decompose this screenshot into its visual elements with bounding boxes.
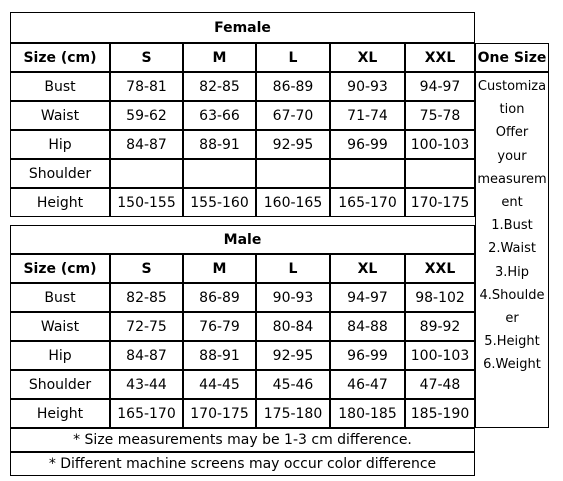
male-cell: 45-46 <box>256 370 330 399</box>
female-cell: 86-89 <box>256 72 330 101</box>
male-cell: 100-103 <box>405 341 475 370</box>
female-header-4: XL <box>330 43 405 72</box>
male-cell: 86-89 <box>183 283 256 312</box>
female-cell: 165-170 <box>330 188 405 217</box>
female-cell: 84-87 <box>110 130 183 159</box>
one-size-header: One Size <box>475 43 549 72</box>
male-cell: 43-44 <box>110 370 183 399</box>
female-cell: 96-99 <box>330 130 405 159</box>
one-size-line: Offer <box>495 125 529 141</box>
note-0: * Size measurements may be 1-3 cm difference. <box>10 428 475 452</box>
female-cell <box>110 159 183 188</box>
male-cell: 92-95 <box>256 341 330 370</box>
male-cell: 98-102 <box>405 283 475 312</box>
female-cell: 94-97 <box>405 72 475 101</box>
female-cell: 90-93 <box>330 72 405 101</box>
female-title: Female <box>10 12 475 43</box>
female-row-label: Height <box>10 188 110 217</box>
female-row-label: Bust <box>10 72 110 101</box>
female-header-5: XXL <box>405 43 475 72</box>
male-cell: 88-91 <box>183 341 256 370</box>
male-header-2: M <box>183 254 256 283</box>
one-size-line: 5.Height <box>484 334 540 350</box>
one-size-line: 6.Weight <box>483 357 541 373</box>
male-cell: 82-85 <box>110 283 183 312</box>
male-cell: 72-75 <box>110 312 183 341</box>
male-cell: 89-92 <box>405 312 475 341</box>
female-header-0: Size (cm) <box>10 43 110 72</box>
female-cell: 82-85 <box>183 72 256 101</box>
female-cell: 75-78 <box>405 101 475 130</box>
female-cell: 88-91 <box>183 130 256 159</box>
male-row-label: Bust <box>10 283 110 312</box>
female-cell <box>405 159 475 188</box>
male-cell: 185-190 <box>405 399 475 428</box>
male-cell: 44-45 <box>183 370 256 399</box>
male-cell: 84-87 <box>110 341 183 370</box>
female-cell <box>330 159 405 188</box>
male-row-label: Waist <box>10 312 110 341</box>
one-size-line: 3.Hip <box>494 264 530 280</box>
male-cell: 94-97 <box>330 283 405 312</box>
male-cell: 47-48 <box>405 370 475 399</box>
male-row-label: Shoulder <box>10 370 110 399</box>
male-cell: 96-99 <box>330 341 405 370</box>
female-row-label: Shoulder <box>10 159 110 188</box>
one-size-line: 2.Waist <box>488 241 536 257</box>
female-cell: 59-62 <box>110 101 183 130</box>
male-header-3: L <box>256 254 330 283</box>
female-header-1: S <box>110 43 183 72</box>
female-cell: 78-81 <box>110 72 183 101</box>
one-size-line: ent <box>501 195 523 210</box>
female-cell: 67-70 <box>256 101 330 130</box>
male-row-label: Height <box>10 399 110 428</box>
female-cell: 170-175 <box>405 188 475 217</box>
male-header-0: Size (cm) <box>10 254 110 283</box>
one-size-line: 4.Shoulde <box>479 287 545 303</box>
one-size-line: measurem <box>477 171 547 187</box>
one-size-line: tion <box>499 102 525 118</box>
female-cell: 150-155 <box>110 188 183 217</box>
male-title: Male <box>10 225 475 254</box>
male-header-4: XL <box>330 254 405 283</box>
male-cell: 76-79 <box>183 312 256 341</box>
male-row-label: Hip <box>10 341 110 370</box>
female-cell: 160-165 <box>256 188 330 217</box>
female-header-2: M <box>183 43 256 72</box>
female-cell: 155-160 <box>183 188 256 217</box>
female-row-label: Waist <box>10 101 110 130</box>
male-header-5: XXL <box>405 254 475 283</box>
female-cell: 71-74 <box>330 101 405 130</box>
male-cell: 80-84 <box>256 312 330 341</box>
female-cell <box>256 159 330 188</box>
one-size-line: your <box>497 148 527 164</box>
male-cell: 90-93 <box>256 283 330 312</box>
male-cell: 165-170 <box>110 399 183 428</box>
male-cell: 180-185 <box>330 399 405 428</box>
female-row-label: Hip <box>10 130 110 159</box>
female-cell <box>183 159 256 188</box>
male-cell: 84-88 <box>330 312 405 341</box>
male-cell: 170-175 <box>183 399 256 428</box>
one-size-line: er <box>505 311 519 326</box>
female-cell: 63-66 <box>183 101 256 130</box>
note-1: * Different machine screens may occur color difference <box>10 452 475 476</box>
male-cell: 175-180 <box>256 399 330 428</box>
female-header-3: L <box>256 43 330 72</box>
female-cell: 100-103 <box>405 130 475 159</box>
male-header-1: S <box>110 254 183 283</box>
male-cell: 46-47 <box>330 370 405 399</box>
female-cell: 92-95 <box>256 130 330 159</box>
one-size-line: 1.Bust <box>491 218 533 234</box>
one-size-line: Customiza <box>477 79 547 94</box>
